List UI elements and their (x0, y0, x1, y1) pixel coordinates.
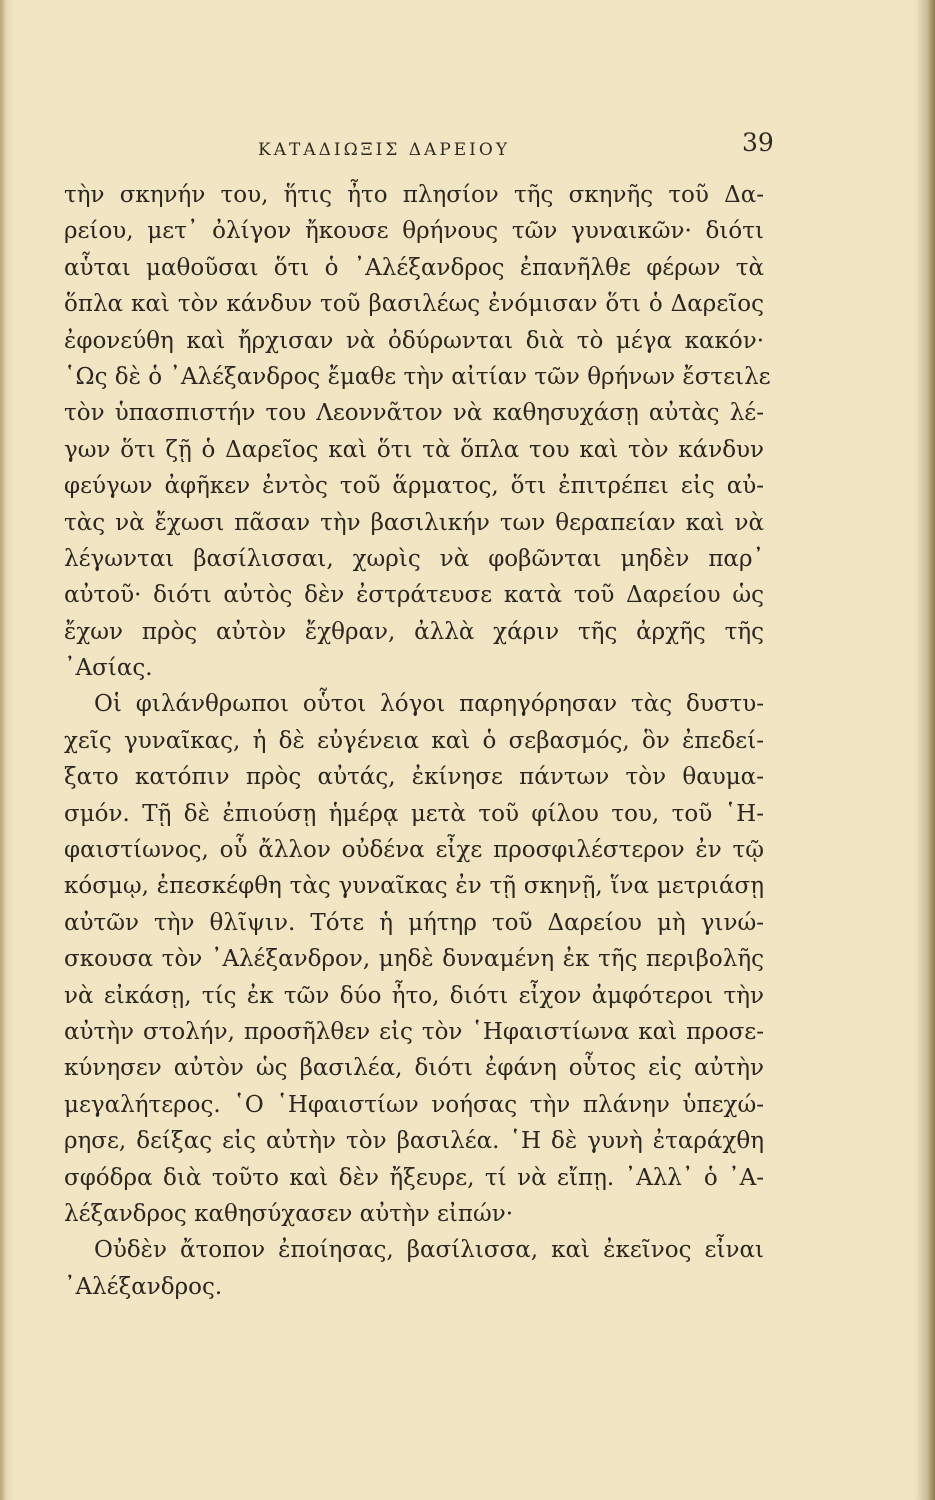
text-line: ρείου, μετ᾽ ὀλίγον ἤκουσε θρήνους τῶν γυναικῶν· διότι (64, 218, 764, 245)
text-line: ξατο κατόπιν πρὸς αὐτάς, ἐκίνησε πάντων τὸν θαυμα- (64, 764, 764, 791)
text-line: τὸν ὑπασπιστήν του Λεοννᾶτον νὰ καθησυχάσῃ αὐτὰς λέ- (64, 400, 764, 427)
page-number: 39 (742, 128, 774, 157)
text-line: αὗται μαθοῦσαι ὅτι ὁ ᾽Αλέξανδρος ἐπανῆλθε φέρων τὰ (64, 254, 764, 281)
text-line: φαιστίωνος, οὗ ἄλλον οὐδένα εἶχε προσφιλέστερον ἐν τῷ (64, 837, 764, 864)
text-line: φεύγων ἀφῆκεν ἐντὸς τοῦ ἅρματος, ὅτι ἐπιτρέπει εἰς αὐ- (64, 473, 764, 500)
text-line: σφόδρα διὰ τοῦτο καὶ δὲν ἤξευρε, τί νὰ εἴπῃ. ᾽Αλλ᾽ ὁ ᾽Α- (64, 1164, 764, 1191)
text-line: Οἱ φιλάνθρωποι οὗτοι λόγοι παρηγόρησαν τὰς δυστυ- (94, 691, 764, 718)
text-line: Οὐδὲν ἄτοπον ἐποίησας, βασίλισσα, καὶ ἐκεῖνος εἶναι (94, 1237, 764, 1264)
text-line: αὐτοῦ· διότι αὐτὸς δὲν ἐστράτευσε κατὰ τοῦ Δαρείου ὡς (64, 582, 764, 609)
text-line: αὐτὴν στολήν, προσῆλθεν εἰς τὸν ῾Ηφαιστίωνα καὶ προσε- (64, 1018, 764, 1045)
text-line: σκουσα τὸν ᾽Αλέξανδρον, μηδὲ δυναμένη ἐκ τῆς περιβολῆς (64, 946, 764, 973)
text-line: τὴν σκηνήν του, ἥτις ἦτο πλησίον τῆς σκηνῆς τοῦ Δα- (64, 182, 764, 208)
text-line: χεῖς γυναῖκας, ἡ δὲ εὐγένεια καὶ ὁ σεβασμός, ὃν ἐπεδεί- (64, 727, 764, 754)
text-line: αὐτῶν τὴν θλῖψιν. Τότε ἡ μήτηρ τοῦ Δαρείου μὴ γινώ- (64, 909, 764, 936)
running-head: ΚΑΤΑΔΙΩΞΙΣ ΔΑΡΕΙΟΥ (258, 140, 511, 160)
text-line: τὰς νὰ ἔχωσι πᾶσαν τὴν βασιλικήν των θεραπείαν καὶ νὰ (64, 509, 764, 536)
text-line: ῾Ως δὲ ὁ ᾽Αλέξανδρος ἔμαθε τὴν αἰτίαν τῶν θρήνων ἔστειλε (64, 363, 771, 390)
text-line: κόσμῳ, ἐπεσκέφθη τὰς γυναῖκας ἐν τῇ σκηνῇ, ἵνα μετριάσῃ (64, 873, 764, 900)
text-line: λέξανδρος καθησύχασεν αὐτὴν εἰπών· (64, 1200, 514, 1227)
text-line: νὰ εἰκάσῃ, τίς ἐκ τῶν δύο ἦτο, διότι εἶχον ἀμφότεροι τὴν (64, 982, 764, 1009)
text-line: ᾽Ασίας. (64, 655, 153, 682)
body-text (64, 177, 771, 1305)
text-line: ᾽Αλέξανδρος. (64, 1273, 223, 1300)
page-left-edge (0, 0, 6, 1500)
text-line: ἐφονεύθη καὶ ἤρχισαν νὰ ὀδύρωνται διὰ τὸ μέγα κακόν· (64, 327, 764, 354)
text-line: μεγαλήτερος. ῾Ο ῾Ηφαιστίων νοήσας τὴν πλάνην ὑπεχώ- (64, 1091, 764, 1118)
text-line: ἔχων πρὸς αὐτὸν ἔχθραν, ἀλλὰ χάριν τῆς ἀρχῆς τῆς (64, 618, 764, 645)
text-line: ρησε, δείξας εἰς αὐτὴν τὸν βασιλέα. ῾Η δὲ γυνὴ ἐταράχθη (64, 1128, 764, 1155)
text-line: ὅπλα καὶ τὸν κάνδυν τοῦ βασιλέως ἐνόμισαν ὅτι ὁ Δαρεῖος (64, 291, 764, 318)
page-right-edge (917, 0, 935, 1500)
text-line: σμόν. Τῇ δὲ ἐπιούσῃ ἡμέρᾳ μετὰ τοῦ φίλου του, τοῦ ῾Η- (64, 800, 764, 827)
text-line: γων ὅτι ζῇ ὁ Δαρεῖος καὶ ὅτι τὰ ὅπλα του καὶ τὸν κάνδυν (64, 436, 764, 463)
text-line: λέγωνται βασίλισσαι, χωρὶς νὰ φοβῶνται μηδὲν παρ᾽ (64, 545, 764, 572)
text-line: κύνησεν αὐτὸν ὡς βασιλέα, διότι ἐφάνη οὗτος εἰς αὐτὴν (64, 1055, 764, 1082)
